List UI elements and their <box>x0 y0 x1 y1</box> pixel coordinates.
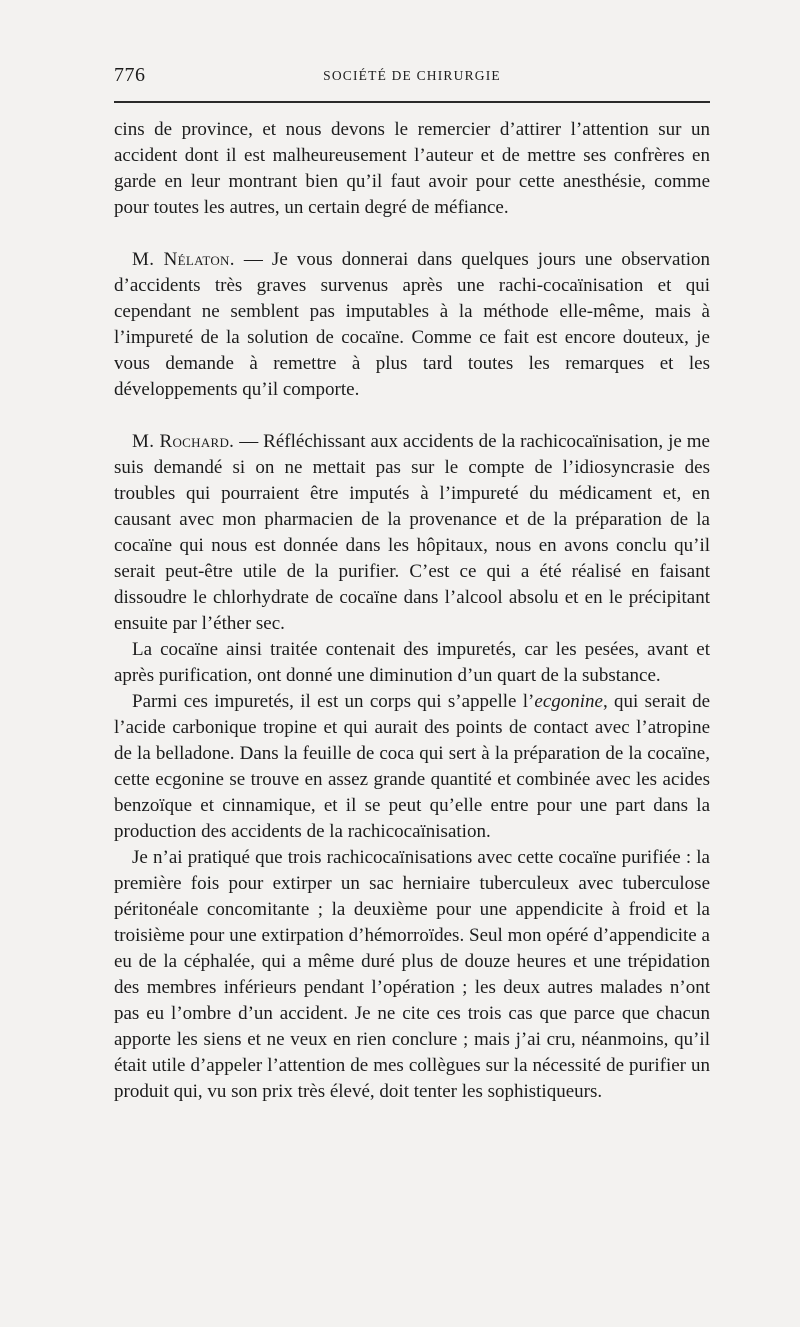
paragraph-continuation <box>114 117 710 221</box>
speaker-name: M. Rochard. <box>132 431 235 452</box>
page-number: 776 <box>114 64 146 86</box>
running-title: SOCIÉTÉ DE CHIRURGIE <box>323 68 501 83</box>
body-text <box>114 117 710 1105</box>
paragraph-cases <box>114 845 710 1105</box>
paragraph-nelaton <box>114 247 710 403</box>
speaker-name: M. Nélaton. <box>132 249 235 270</box>
paragraph-text-after: , qui serait de l’acide carbonique tropine et qui aurait des points de contact avec l’atropine de la belladone. Dans la feuille de coca qui sert à la préparation de la cocaïne, cette ecgonine se trouve en assez grande quantité et combinée avec les acides benzoïque et cinnamique, et il se peut qu’elle entre pour une part dans la production des accidents de la rachicocaïnisation. <box>114 691 711 842</box>
paragraph-text: — Je vous donnerai dans quelques jours une observation d’accidents très graves survenus après une rachi-cocaïnisation et qui cependant ne semblent pas imputables à la méthode elle-même, mais à l’impureté de la solution de cocaïne. Comme ce fait est encore douteux, je vous demande à remettre à plus tard toutes les remarques et les développements qu’il comporte. <box>114 249 710 400</box>
italic-term: ecgonine <box>534 691 603 712</box>
page-header <box>114 64 710 88</box>
paragraph-text: cins de province, et nous devons le remercier d’attirer l’attention sur un accident dont il est malheureusement l’auteur et de mettre ses confrères en garde en leur montrant bien qu’il faut avoir pour cette anesthésie, comme pour toutes les autres, un certain degré de méfiance. <box>114 119 710 218</box>
paragraph-text: — Réfléchissant aux accidents de la rachicocaïnisation, je me suis demandé si on ne mettait pas sur le compte de l’idiosyncrasie des troubles qui pourraient être imputés à l’impureté du médicament et, en causant avec mon pharmacien de la provenance et de la préparation de la cocaïne qui nous est donnée dans les hôpitaux, nous en avons conclu qu’il serait peut-être utile de la purifier. C’est ce qui a été réalisé en faisant dissoudre le chlorhydrate de cocaïne dans l’alcool absolu et en le précipitant ensuite par l’éther sec. <box>114 431 710 634</box>
paragraph-text-before: Parmi ces impuretés, il est un corps qui s’appelle l’ <box>132 691 535 712</box>
paragraph-rochard <box>114 429 710 637</box>
paragraph-text: Je n’ai pratiqué que trois rachicocaïnisations avec cette cocaïne purifiée : la première fois pour extirper un sac herniaire tuberculeux avec tuberculose péritonéale concomitante ; la deuxième pour une appendicite à froid et la troisième pour une extirpation d’hémorroïdes. Seul mon opéré d’appendicite a eu de la céphalée, qui a même duré plus de douze heures et une trépidation des membres inférieurs pendant l’opération ; les deux autres malades n’ont pas eu l’ombre d’un accident. Je ne cite ces trois cas que parce que chacun apporte les siens et ne veux en rien conclure ; mais j’ai cru, néanmoins, qu’il était utile d’appeler l’attention de mes collègues sur la nécessité de purifier un produit qui, vu son prix très élevé, doit tenter les sophistiqueurs. <box>114 847 710 1102</box>
paragraph-ecgonine <box>114 689 710 845</box>
header-rule <box>114 101 710 103</box>
paragraph-impurities <box>114 637 710 689</box>
paragraph-text: La cocaïne ainsi traitée contenait des impuretés, car les pesées, avant et après purification, ont donné une diminution d’un quart de la substance. <box>114 639 710 686</box>
